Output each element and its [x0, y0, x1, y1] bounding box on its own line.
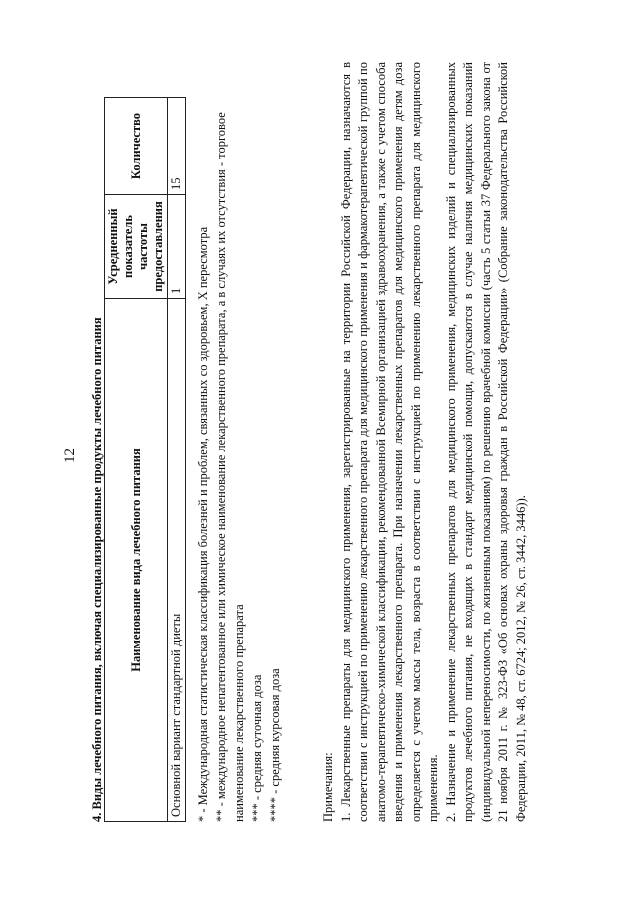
cell-frequency: 1: [168, 195, 186, 299]
footnote-inn: ** - международное непатентованное или химическое наименование лекарственного препарата, а в случаях их отсутствия - торговое наименование лекарственного препарата: [214, 112, 246, 822]
page-number: 12: [62, 448, 78, 463]
notes-section: [320, 62, 530, 822]
section-title: 4. Виды лечебного питания, включая специализированные продукты лечебного питания: [90, 317, 104, 822]
header-diet-name: Наименование вида лечебного питания: [105, 299, 168, 822]
cell-diet-name: Основной вариант стандартной диеты: [168, 299, 186, 822]
notes-title: Примечания:: [321, 752, 335, 822]
header-quantity: Количество: [105, 98, 168, 195]
footnote-icd: * - Международная статистическая классификация болезней и проблем, связанных со здоровьем, X пересмотра: [196, 226, 210, 822]
footnotes: [194, 62, 284, 822]
footnote-daily-dose: *** - средняя суточная доза: [250, 674, 264, 822]
table-header-row: [105, 98, 168, 822]
note-item-2: 2. Назначение и применение лекарственных препаратов для медицинского применения, медицинских изделий и специализированных продуктов лечебного питания, не входящих в стандарт медицинской помощи, допускаются в случае наличия медицинских показаний (индивидуальной непереносимости, по жизненным показаниям) по решению врачебной комиссии (часть 5 статьи 37 Федерального закона от 21 ноября 2011 г. № 323-ФЗ «Об основах охраны здоровья граждан в Российской Федерации» (Собрание законодательства Российской Федерации, 2011, № 48, ст. 6724; 2012, № 26, ст. 3442, 3446)).: [443, 62, 528, 822]
note-item-1: 1. Лекарственные препараты для медицинского применения, зарегистрированные на территории Российской Федерации, назначаются в соответствии с инструкцией по применению лекарственного препарата для медицинского применения и фармакотерапевтической группой по анатомо-терапевтическо-химической классификации, рекомендованной Всемирной организацией здравоохранения, а также с учетом способа введения и применения лекарственного препарата. При назначении лекарственных препаратов для медицинского применения детям доза определяется с учетом массы тела, возраста в соответствии с инструкцией по применению лекарственного препарата для медицинского применения.: [338, 62, 440, 822]
table-row: [168, 98, 186, 822]
diet-table: [104, 97, 186, 822]
footnote-course-dose: **** - средняя курсовая доза: [268, 668, 282, 822]
header-frequency: Усредненный показатель частоты предоставления: [105, 195, 168, 299]
cell-quantity: 15: [168, 98, 186, 195]
